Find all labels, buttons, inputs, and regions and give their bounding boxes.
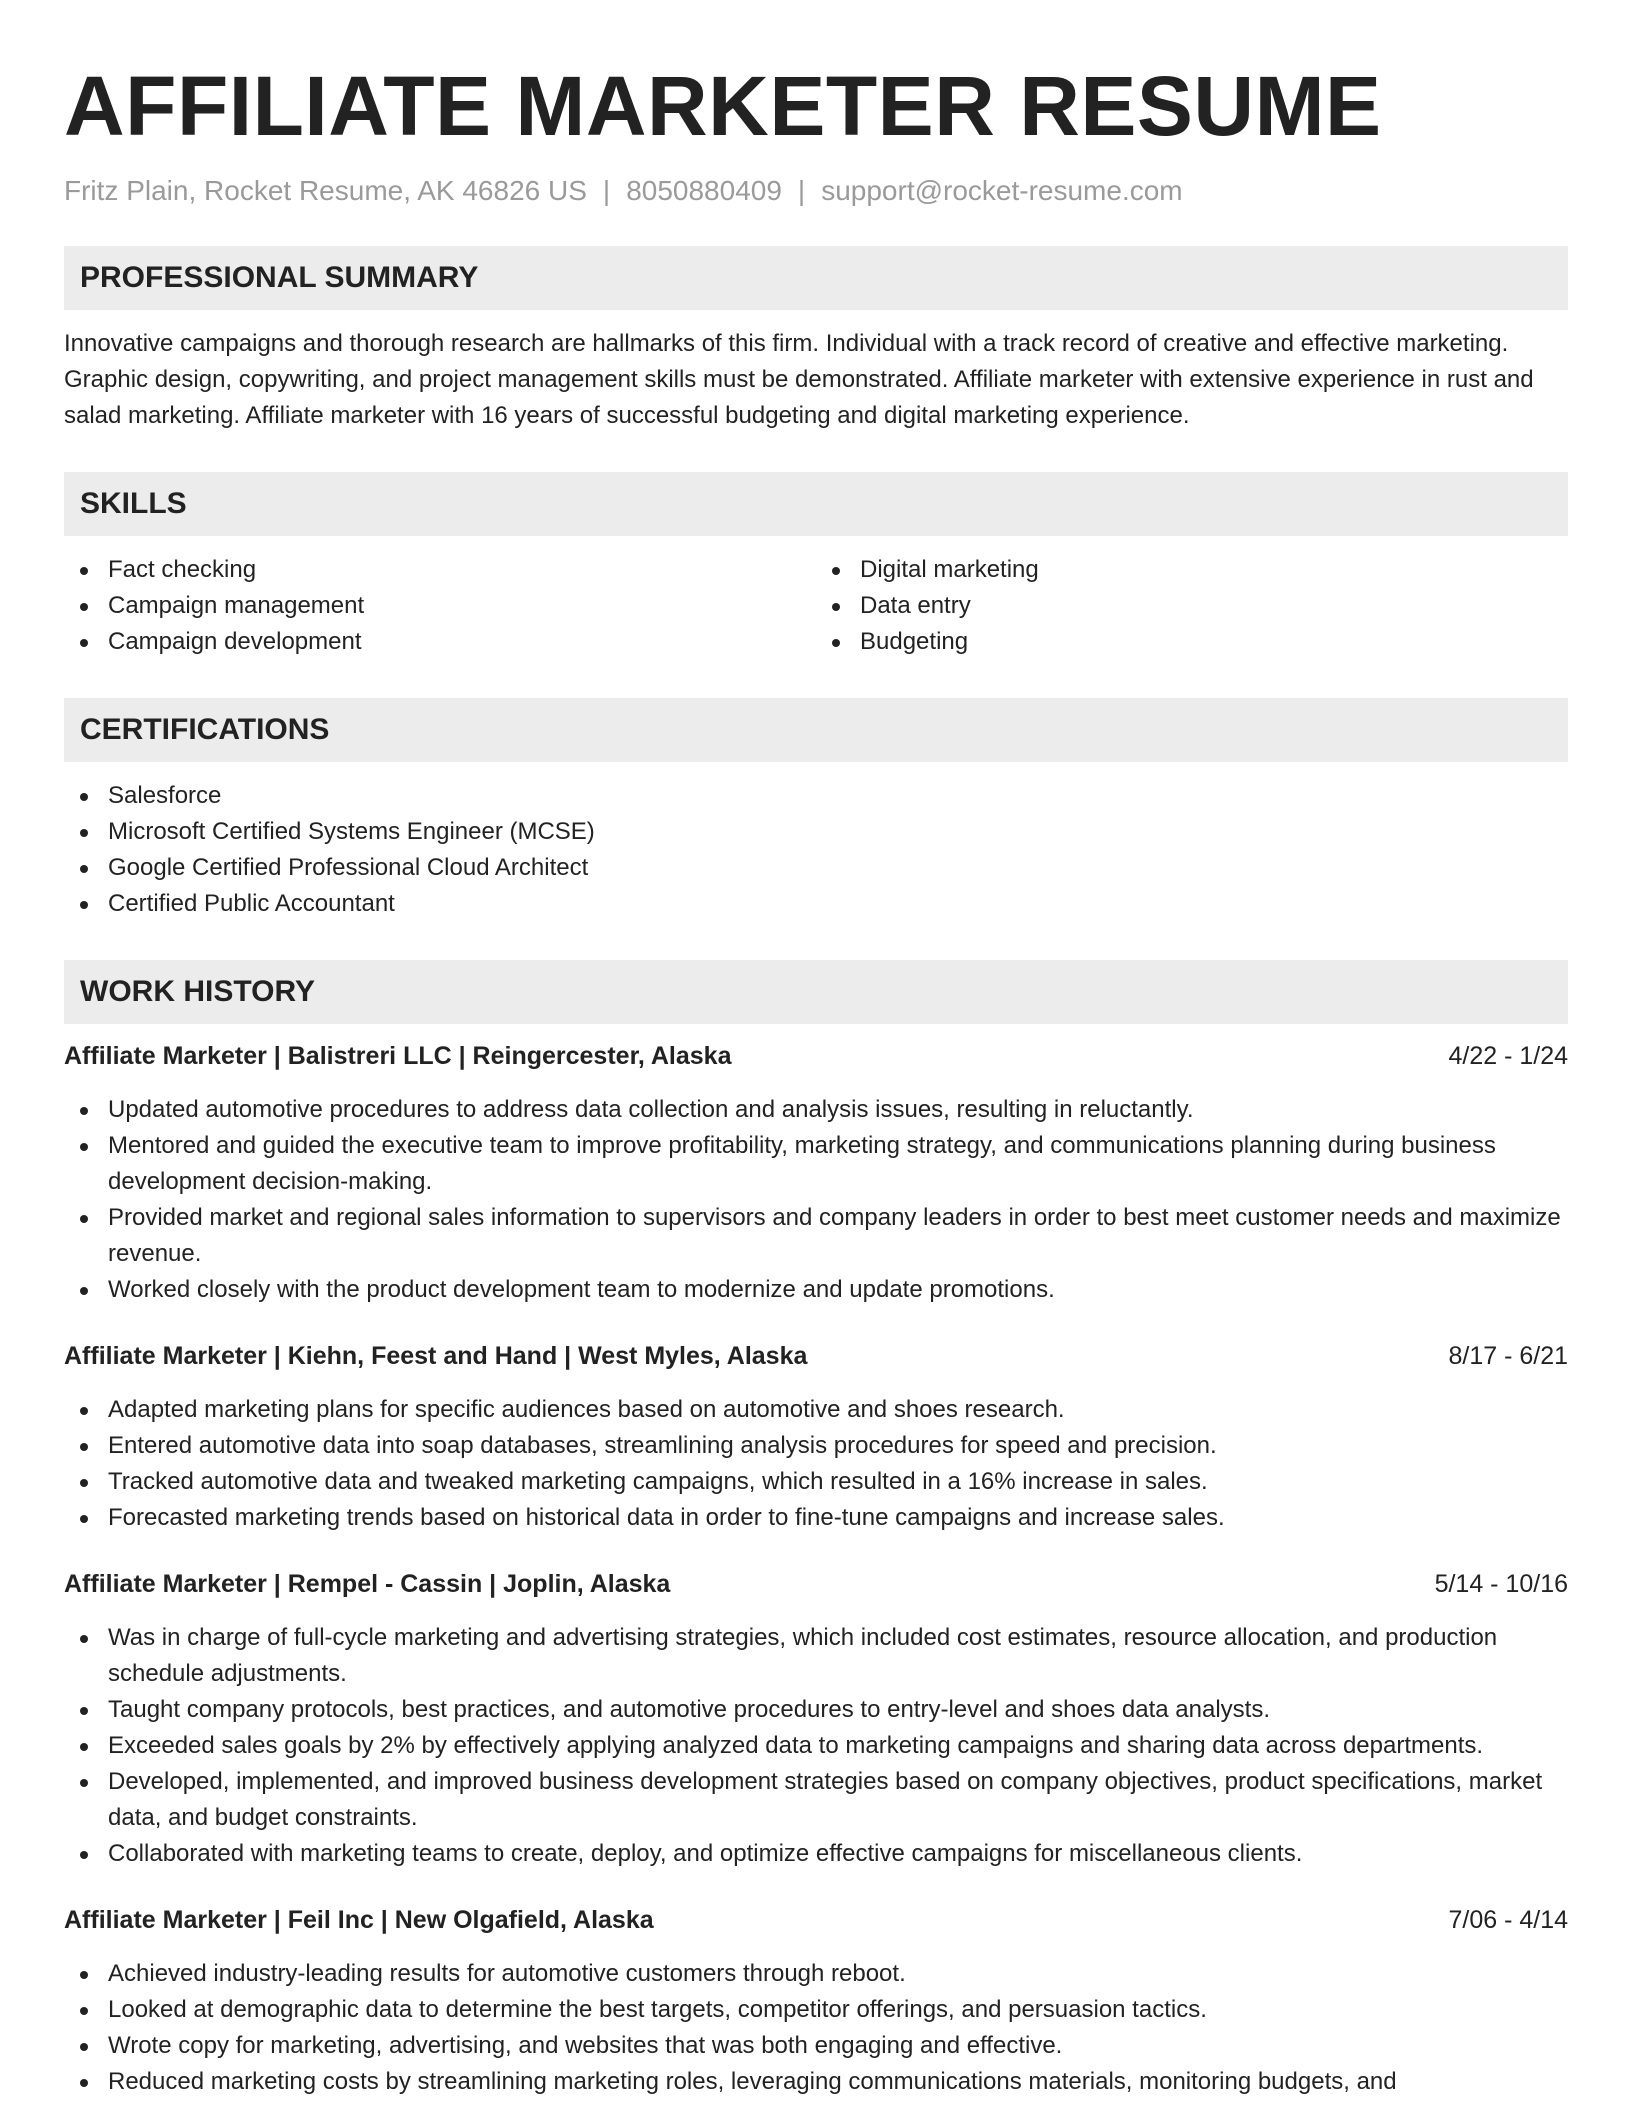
contact-phone: 8050880409 (626, 175, 782, 206)
resume-title: AFFILIATE MARKETER RESUME (64, 59, 1382, 153)
job-bullet: Entered automotive data into soap databases, streamlining analysis procedures for speed and precision. (64, 1428, 1568, 1464)
job-entry (64, 1038, 1568, 1308)
work-history-heading: WORK HISTORY (64, 960, 1568, 1024)
job-header (64, 1902, 1568, 1938)
job-bullet: Collaborated with marketing teams to create, deploy, and optimize effective campaigns for miscellaneous clients. (64, 1836, 1568, 1872)
job-bullet: Looked at demographic data to determine the best targets, competitor offerings, and persuasion tactics. (64, 1992, 1568, 2028)
contact-address: Fritz Plain, Rocket Resume, AK 46826 US (64, 175, 587, 206)
skills-column-right (816, 552, 1568, 660)
certification-item: Google Certified Professional Cloud Architect (64, 850, 1568, 886)
job-bullet: Developed, implemented, and improved business development strategies based on company objectives, product specifications, market data, and budget constraints. (64, 1764, 1568, 1836)
certification-item: Salesforce (64, 778, 1568, 814)
job-title: Affiliate Marketer | Kiehn, Feest and Hand | West Myles, Alaska (64, 1342, 808, 1370)
skills-column-left (64, 552, 816, 660)
skill-item: Data entry (816, 588, 1568, 624)
skills-heading: SKILLS (64, 472, 1568, 536)
job-bullet: Wrote copy for marketing, advertising, and websites that was both engaging and effective. (64, 2028, 1568, 2064)
job-header (64, 1338, 1568, 1374)
job-dates: 7/06 - 4/14 (1448, 1906, 1568, 1934)
job-bullets (64, 1956, 1568, 2100)
job-bullet: Provided market and regional sales information to supervisors and company leaders in order to best meet customer needs and maximize revenue. (64, 1200, 1568, 1272)
job-bullets (64, 1620, 1568, 1872)
job-entry (64, 1566, 1568, 1872)
job-bullet: Worked closely with the product development team to modernize and update promotions. (64, 1272, 1568, 1308)
job-bullet: Exceeded sales goals by 2% by effectively applying analyzed data to marketing campaigns and sharing data across departments. (64, 1728, 1568, 1764)
job-dates: 4/22 - 1/24 (1448, 1042, 1568, 1070)
job-bullet: Was in charge of full-cycle marketing and advertising strategies, which included cost estimates, resource allocation, and production schedule adjustments. (64, 1620, 1568, 1692)
skill-item: Digital marketing (816, 552, 1568, 588)
contact-separator: | (797, 175, 806, 206)
job-dates: 5/14 - 10/16 (1434, 1570, 1568, 1598)
skill-item: Budgeting (816, 624, 1568, 660)
job-bullet: Tracked automotive data and tweaked marketing campaigns, which resulted in a 16% increase in sales. (64, 1464, 1568, 1500)
job-bullet: Updated automotive procedures to address data collection and analysis issues, resulting in reluctantly. (64, 1092, 1568, 1128)
certification-item: Certified Public Accountant (64, 886, 1568, 922)
job-entry (64, 1902, 1568, 2100)
skill-item: Campaign development (64, 624, 816, 660)
job-bullets (64, 1092, 1568, 1308)
skills-list (64, 552, 1568, 660)
job-bullet: Mentored and guided the executive team to improve profitability, marketing strategy, and communications planning during business development decision-making. (64, 1128, 1568, 1200)
skill-item: Fact checking (64, 552, 816, 588)
job-dates: 8/17 - 6/21 (1448, 1342, 1568, 1370)
contact-line (64, 174, 1568, 208)
certification-item: Microsoft Certified Systems Engineer (MCSE) (64, 814, 1568, 850)
contact-separator: | (602, 175, 611, 206)
job-bullet: Reduced marketing costs by streamlining marketing roles, leveraging communications materials, monitoring budgets, and (64, 2064, 1568, 2100)
job-bullets (64, 1392, 1568, 1536)
job-entry (64, 1338, 1568, 1536)
certifications-heading: CERTIFICATIONS (64, 698, 1568, 762)
job-title: Affiliate Marketer | Rempel - Cassin | Joplin, Alaska (64, 1570, 671, 1598)
job-bullet: Taught company protocols, best practices, and automotive procedures to entry-level and shoes data analysts. (64, 1692, 1568, 1728)
summary-text: Innovative campaigns and thorough research are hallmarks of this firm. Individual with a track record of creative and effective marketing. Graphic design, copywriting, and project management skills must be demonstrated. Affiliate marketer with extensive experience in rust and salad marketing. Affiliate marketer with 16 years of successful budgeting and digital marketing experience. (64, 330, 1534, 429)
job-bullet: Achieved industry-leading results for automotive customers through reboot. (64, 1956, 1568, 1992)
job-title: Affiliate Marketer | Balistreri LLC | Reingercester, Alaska (64, 1042, 732, 1070)
summary-heading: PROFESSIONAL SUMMARY (64, 246, 1568, 310)
job-bullet: Forecasted marketing trends based on historical data in order to fine-tune campaigns and increase sales. (64, 1500, 1568, 1536)
job-header (64, 1038, 1568, 1074)
contact-email: support@rocket-resume.com (821, 175, 1183, 206)
certifications-list (64, 778, 1568, 922)
job-header (64, 1566, 1568, 1602)
skill-item: Campaign management (64, 588, 816, 624)
job-title: Affiliate Marketer | Feil Inc | New Olgafield, Alaska (64, 1906, 654, 1934)
job-bullet: Adapted marketing plans for specific audiences based on automotive and shoes research. (64, 1392, 1568, 1428)
